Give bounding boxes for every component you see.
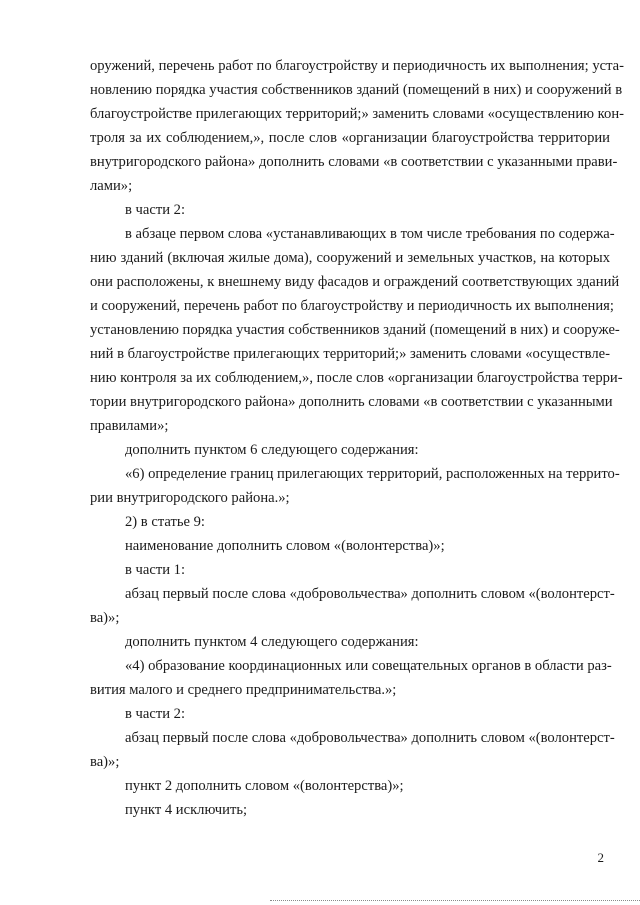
text-line: в части 2: <box>125 706 186 722</box>
text-line: пункт 4 исключить; <box>125 802 248 818</box>
text-line: новлению порядка участия собственников зданий (помещений в них) и сооружений в <box>90 82 623 98</box>
text-line: нию контроля за их соблюдением,», после слов «организации благоустройства терри- <box>90 370 623 386</box>
text-line: лами»; <box>90 178 133 194</box>
text-line: «6) определение границ прилегающих территорий, расположенных на террито- <box>125 466 620 482</box>
text-line: ва)»; <box>90 610 120 626</box>
text-line: тории внутригородского района» дополнить словами «в соответствии с указанными <box>90 394 613 410</box>
text-line: «4) образование координационных или совещательных органов в области раз- <box>125 658 612 674</box>
text-line: ний в благоустройстве прилегающих территорий;» заменить словами «осуществле- <box>90 346 610 362</box>
text-line: в абзаце первом слова «устанавливающих в том числе требования по содержа- <box>125 226 615 242</box>
text-line: нию зданий (включая жилые дома), сооружений и земельных участков, на которых <box>90 250 610 266</box>
text-line: внутригородского района» дополнить словами «в соответствии с указанными прави- <box>90 154 618 170</box>
text-line: абзац первый после слова «добровольчества» дополнить словом «(волонтерст- <box>125 586 615 602</box>
text-line: абзац первый после слова «добровольчества» дополнить словом «(волонтерст- <box>125 730 615 746</box>
text-line: в части 1: <box>125 562 186 578</box>
text-line: установлению порядка участия собственников зданий (помещений в них) и сооруже- <box>90 322 620 338</box>
text-line: пункт 2 дополнить словом «(волонтерства)»; <box>125 778 404 794</box>
text-line: 2) в статье 9: <box>125 514 205 530</box>
text-line: рии внутригородского района.»; <box>90 490 290 506</box>
text-line: дополнить пунктом 4 следующего содержания: <box>125 634 419 650</box>
text-line: вития малого и среднего предпринимательства.»; <box>90 682 397 698</box>
text-line: они расположены, к внешнему виду фасадов и ограждений соответствующих зданий <box>90 274 620 290</box>
text-line: дополнить пунктом 6 следующего содержания: <box>125 442 419 458</box>
text-line: и сооружений, перечень работ по благоустройству и периодичность их выполнения; <box>90 298 614 314</box>
text-line: троля за их соблюдением,», после слов «организации благоустройства территории <box>90 130 610 146</box>
page-number: 2 <box>597 850 604 865</box>
text-line: оружений, перечень работ по благоустройству и периодичность их выполнения; уста- <box>90 58 624 74</box>
text-line: в части 2: <box>125 202 186 218</box>
text-line: наименование дополнить словом «(волонтерства)»; <box>125 538 445 554</box>
scan-edge-divider <box>270 900 640 901</box>
text-line: правилами»; <box>90 418 169 434</box>
text-line: ва)»; <box>90 754 120 770</box>
text-line: благоустройстве прилегающих территорий;» заменить словами «осуществлению кон- <box>90 106 624 122</box>
